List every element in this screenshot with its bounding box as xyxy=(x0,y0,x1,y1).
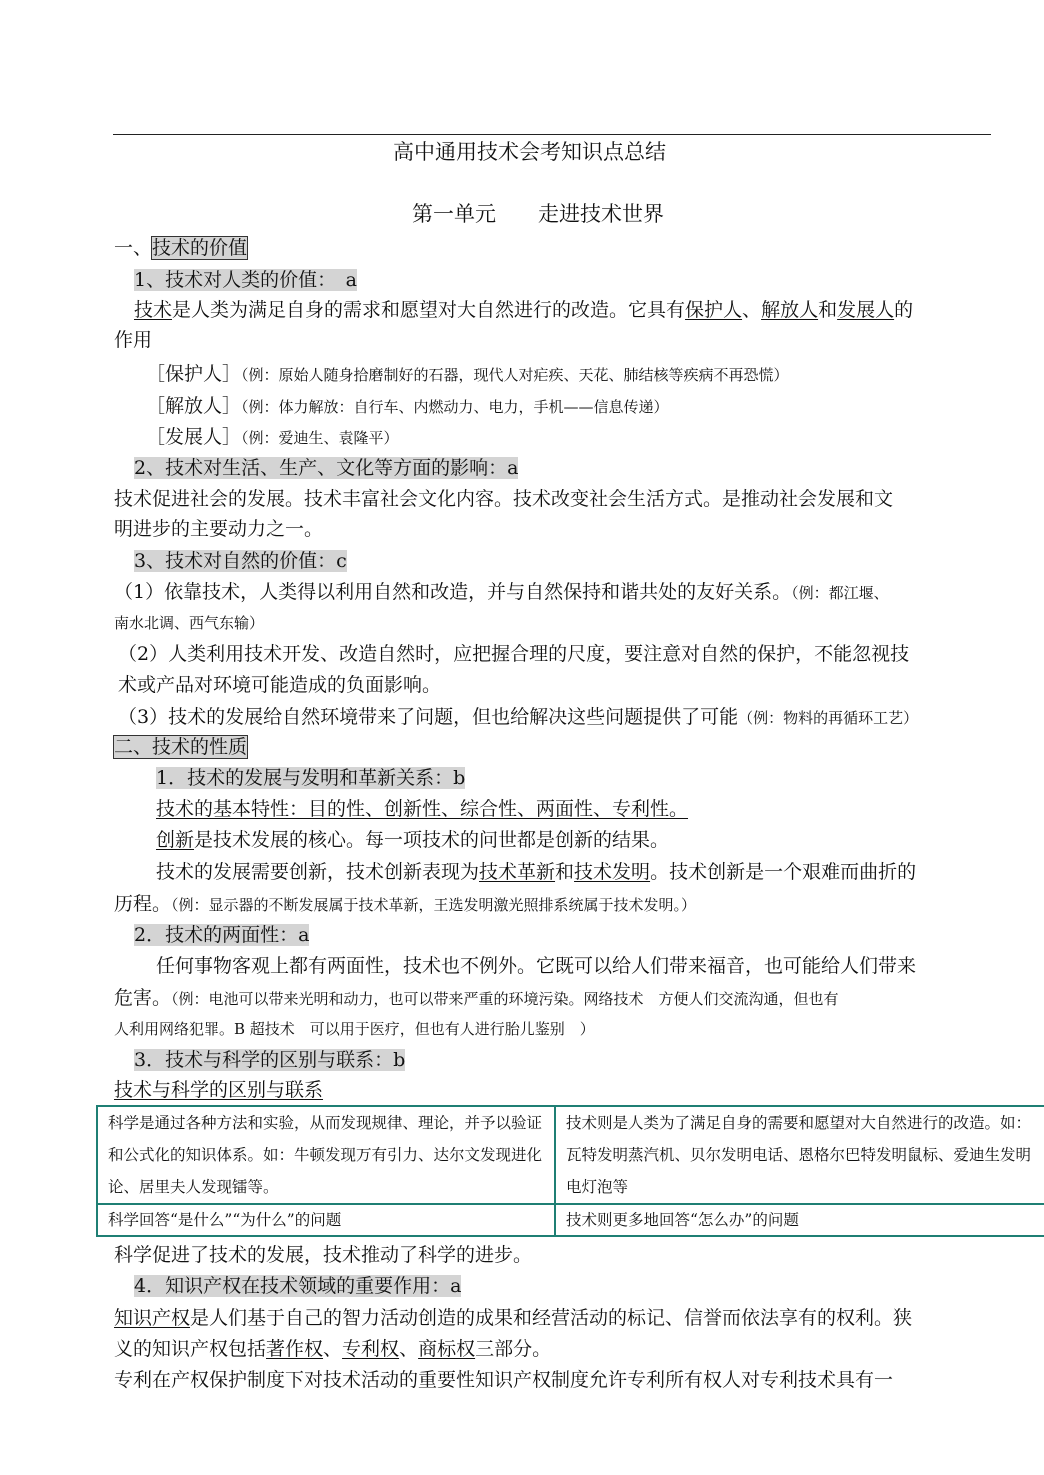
subheading-2-3: 3．技术与科学的区别与联系：b xyxy=(134,1049,406,1071)
paragraph-continuation: 作用 xyxy=(114,329,153,351)
paragraph-duality-line3: 人利用网络犯罪。B 超技术 可以用于医疗，但也有人进行胎儿鉴别 ） xyxy=(114,1020,595,1038)
section-heading-nature: 二、技术的性质 xyxy=(114,736,248,758)
paragraph-impact-line2: 明进步的主要动力之一。 xyxy=(114,518,324,540)
paragraph-ip-line2: 义的知识产权包括著作权、专利权、商标权三部分。 xyxy=(114,1338,552,1360)
paragraph-duality-line1: 任何事物客观上都有两面性，技术也不例外。它既可以给人们带来福音，也可能给人们带来 xyxy=(156,955,917,977)
paragraph-nature-2-line1: （2）人类利用技术开发、改造自然时，应把握合理的尺度，要注意对自然的保护，不能忽视技 xyxy=(118,643,910,665)
paragraph-basic-traits: 技术的基本特性：目的性、创新性、综合性、两面性、专利性。 xyxy=(156,798,689,820)
paragraph-impact-line1: 技术促进社会的发展。技术丰富社会文化内容。技术改变社会生活方式。是推动社会发展和文 xyxy=(114,488,894,510)
table-cell-science-question: 科学回答“是什么”“为什么”的问题 xyxy=(97,1204,555,1236)
subheading-1-1: 1、技术对人类的价值： a xyxy=(134,269,357,291)
table-title: 技术与科学的区别与联系 xyxy=(114,1079,324,1101)
science-technology-table xyxy=(96,1105,1044,1237)
table-row xyxy=(97,1204,1044,1236)
example-protect: ［保护人］（例：原始人随身拾磨制好的石器，现代人对疟疾、天花、肺结核等疾病不再恐慌） xyxy=(146,363,789,385)
paragraph-nature-2-line2: 术或产品对环境可能造成的负面影响。 xyxy=(118,674,442,696)
header-rule xyxy=(113,134,991,135)
section-heading-text: 技术的价值 xyxy=(152,237,248,259)
paragraph-ip-line1: 知识产权是人们基于自己的智力活动创造的成果和经营活动的标记、信誉而依法享有的权利。狭 xyxy=(114,1307,913,1329)
example-develop: ［发展人］（例：爱迪生、袁隆平） xyxy=(146,426,399,448)
example-liberate: ［解放人］（例：体力解放：自行车、内燃动力、电力，手机——信息传递） xyxy=(146,395,669,417)
paragraph-innovation-cont: 历程。（例：显示器的不断发展属于技术革新，王选发明激光照排系统属于技术发明。） xyxy=(114,893,697,915)
section-number: 一、 xyxy=(114,237,153,259)
table-row xyxy=(97,1106,1044,1204)
subheading-2-4: 4．知识产权在技术领域的重要作用：a xyxy=(134,1275,462,1297)
document-title: 高中通用技术会考知识点总结 xyxy=(393,140,666,164)
subheading-1-3: 3、技术对自然的价值：c xyxy=(134,550,347,572)
section-heading-value xyxy=(114,235,247,261)
paragraph-innovation-forms: 技术的发展需要创新，技术创新表现为技术革新和技术发明。技术创新是一个艰难而曲折的 xyxy=(156,861,917,883)
paragraph-duality-line2: 危害。（例：电池可以带来光明和动力，也可以带来严重的环境污染。网络技术 方便人们交流沟通，但也有 xyxy=(114,987,839,1009)
paragraph-mutual-promotion: 科学促进了技术的发展，技术推动了科学的进步。 xyxy=(114,1244,533,1266)
paragraph-nature-1-cont: 南水北调、西气东输） xyxy=(114,614,265,632)
paragraph-tech-definition: 技术是人类为满足自身的需求和愿望对大自然进行的改造。它具有保护人、解放人和发展人的 xyxy=(134,299,914,321)
subheading-2-1: 1．技术的发展与发明和革新关系：b xyxy=(156,767,466,789)
subheading-1-2: 2、技术对生活、生产、文化等方面的影响：a xyxy=(134,457,519,479)
table-cell-technology-definition: 技术则是人类为了满足自身的需要和愿望对大自然进行的改造。如：瓦特发明蒸汽机、贝尔发明电话、恩格尔巴特发明鼠标、爱迪生发明电灯泡等 xyxy=(555,1106,1044,1204)
paragraph-nature-1: （1）依靠技术，人类得以利用自然和改造，并与自然保持和谐共处的友好关系。（例：都江堰、 xyxy=(114,581,889,603)
unit-title: 第一单元 走进技术世界 xyxy=(412,202,664,226)
paragraph-patent: 专利在产权保护制度下对技术活动的重要性知识产权制度允许专利所有权人对专利技术具有一 xyxy=(114,1369,894,1391)
table-cell-science-definition: 科学是通过各种方法和实验，从而发现规律、理论，并予以验证和公式化的知识体系。如：牛顿发现万有引力、达尔文发现进化论、居里夫人发现镭等。 xyxy=(97,1106,555,1204)
paragraph-nature-3: （3）技术的发展给自然环境带来了问题，但也给解决这些问题提供了可能（例：物料的再循环工艺） xyxy=(118,706,919,728)
table-cell-technology-question: 技术则更多地回答“怎么办”的问题 xyxy=(555,1204,1044,1236)
paragraph-innovation-core: 创新是技术发展的核心。每一项技术的问世都是创新的结果。 xyxy=(156,829,670,851)
subheading-2-2: 2．技术的两面性：a xyxy=(134,924,310,946)
